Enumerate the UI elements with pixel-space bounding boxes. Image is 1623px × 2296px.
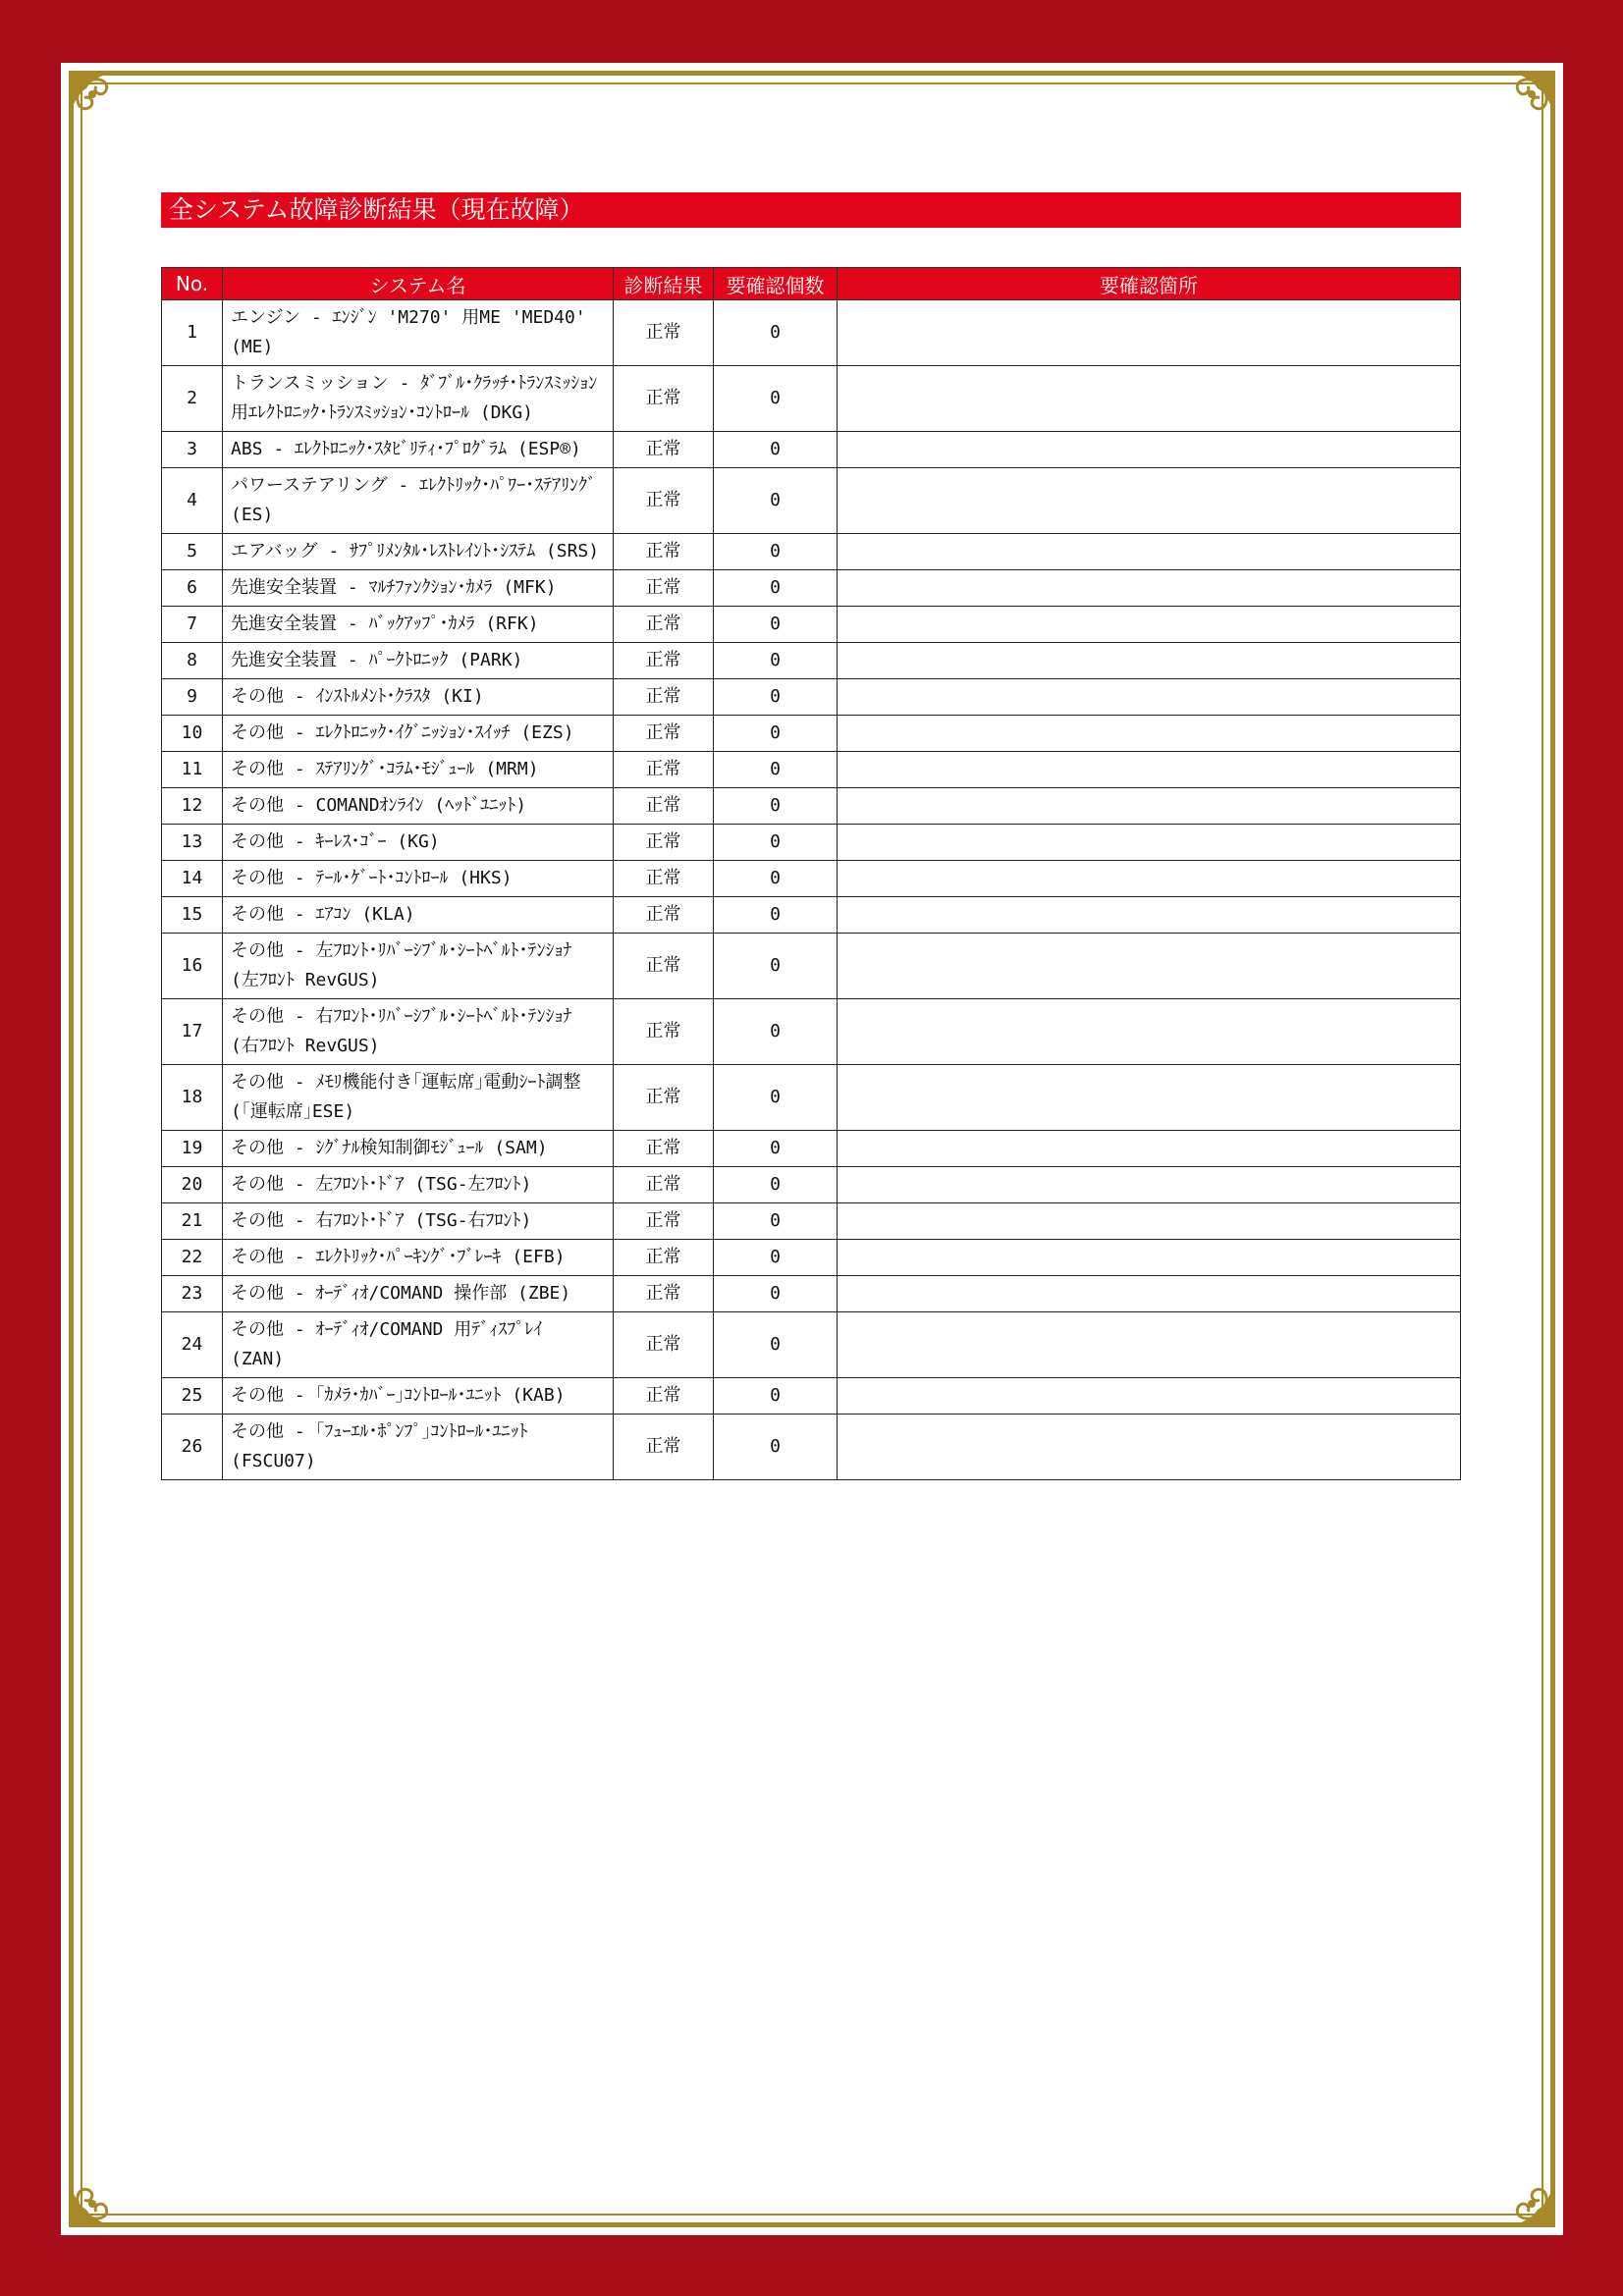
header-result: 診断結果 xyxy=(614,268,714,300)
table-row xyxy=(162,1131,1461,1167)
row-no: 15 xyxy=(162,897,223,934)
row-result: 正常 xyxy=(614,788,714,825)
table-row xyxy=(162,643,1461,679)
row-location xyxy=(838,825,1461,861)
row-count: 0 xyxy=(714,300,838,366)
row-location xyxy=(838,1131,1461,1167)
row-result: 正常 xyxy=(614,716,714,752)
row-count: 0 xyxy=(714,468,838,534)
row-system-name: ABS - ｴﾚｸﾄﾛﾆｯｸ･ｽﾀﾋﾞﾘﾃｨ･ﾌﾟﾛｸﾞﾗﾑ (ESP®) xyxy=(223,432,614,468)
row-count: 0 xyxy=(714,643,838,679)
row-location xyxy=(838,570,1461,607)
row-system-name: その他 - ｢ｶﾒﾗ･ｶﾊﾞｰ｣ｺﾝﾄﾛｰﾙ･ﾕﾆｯﾄ (KAB) xyxy=(223,1378,614,1415)
row-result: 正常 xyxy=(614,825,714,861)
row-result: 正常 xyxy=(614,934,714,999)
row-result: 正常 xyxy=(614,643,714,679)
row-result: 正常 xyxy=(614,1240,714,1276)
row-location xyxy=(838,300,1461,366)
row-location xyxy=(838,1276,1461,1312)
row-no: 11 xyxy=(162,752,223,788)
row-count: 0 xyxy=(714,432,838,468)
row-count: 0 xyxy=(714,825,838,861)
row-count: 0 xyxy=(714,570,838,607)
row-system-name: その他 - ｵｰﾃﾞｨｵ/COMAND 操作部 (ZBE) xyxy=(223,1276,614,1312)
row-count: 0 xyxy=(714,1276,838,1312)
header-system-name: システム名 xyxy=(223,268,614,300)
row-no: 2 xyxy=(162,366,223,432)
table-row xyxy=(162,607,1461,643)
row-system-name: 先進安全装置 - ﾏﾙﾁﾌｧﾝｸｼｮﾝ･ｶﾒﾗ (MFK) xyxy=(223,570,614,607)
row-result: 正常 xyxy=(614,1131,714,1167)
row-no: 21 xyxy=(162,1203,223,1240)
row-location xyxy=(838,679,1461,716)
row-location xyxy=(838,752,1461,788)
row-no: 6 xyxy=(162,570,223,607)
row-location xyxy=(838,534,1461,570)
table-row xyxy=(162,1065,1461,1131)
row-location xyxy=(838,861,1461,897)
row-count: 0 xyxy=(714,1312,838,1378)
row-location xyxy=(838,716,1461,752)
corner-ornament-icon xyxy=(63,2149,147,2233)
row-system-name: その他 - ｲﾝｽﾄﾙﾒﾝﾄ･ｸﾗｽﾀ (KI) xyxy=(223,679,614,716)
row-result: 正常 xyxy=(614,752,714,788)
row-location xyxy=(838,1312,1461,1378)
table-row xyxy=(162,1203,1461,1240)
table-row xyxy=(162,999,1461,1065)
row-location xyxy=(838,432,1461,468)
row-no: 9 xyxy=(162,679,223,716)
row-count: 0 xyxy=(714,861,838,897)
row-count: 0 xyxy=(714,1203,838,1240)
table-row xyxy=(162,897,1461,934)
row-system-name: その他 - ｢ﾌｭｰｴﾙ･ﾎﾟﾝﾌﾟ｣ｺﾝﾄﾛｰﾙ･ﾕﾆｯﾄ (FSCU07) xyxy=(223,1415,614,1480)
row-count: 0 xyxy=(714,1131,838,1167)
row-count: 0 xyxy=(714,788,838,825)
row-count: 0 xyxy=(714,607,838,643)
row-system-name: その他 - 左ﾌﾛﾝﾄ･ﾄﾞｱ (TSG-左ﾌﾛﾝﾄ) xyxy=(223,1167,614,1203)
table-row xyxy=(162,716,1461,752)
row-system-name: トランスミッション - ﾀﾞﾌﾞﾙ･ｸﾗｯﾁ･ﾄﾗﾝｽﾐｯｼｮﾝ用ｴﾚｸﾄﾛﾆｯｸ･ﾄﾗﾝｽﾐｯｼｮﾝ･ｺﾝﾄﾛｰﾙ (DKG) xyxy=(223,366,614,432)
row-no: 24 xyxy=(162,1312,223,1378)
header-location: 要確認箇所 xyxy=(838,268,1461,300)
row-location xyxy=(838,897,1461,934)
row-result: 正常 xyxy=(614,1203,714,1240)
row-result: 正常 xyxy=(614,366,714,432)
row-no: 20 xyxy=(162,1167,223,1203)
row-result: 正常 xyxy=(614,1312,714,1378)
row-system-name: 先進安全装置 - ﾊﾞｯｸｱｯﾌﾟ･ｶﾒﾗ (RFK) xyxy=(223,607,614,643)
row-result: 正常 xyxy=(614,897,714,934)
row-result: 正常 xyxy=(614,679,714,716)
table-row xyxy=(162,752,1461,788)
corner-ornament-icon xyxy=(1477,2149,1561,2233)
table-row xyxy=(162,300,1461,366)
row-system-name: その他 - ｼｸﾞﾅﾙ検知制御ﾓｼﾞｭｰﾙ (SAM) xyxy=(223,1131,614,1167)
row-system-name: その他 - ﾃｰﾙ･ｹﾞｰﾄ･ｺﾝﾄﾛｰﾙ (HKS) xyxy=(223,861,614,897)
row-no: 13 xyxy=(162,825,223,861)
row-no: 1 xyxy=(162,300,223,366)
row-no: 22 xyxy=(162,1240,223,1276)
row-location xyxy=(838,607,1461,643)
row-system-name: 先進安全装置 - ﾊﾟｰｸﾄﾛﾆｯｸ (PARK) xyxy=(223,643,614,679)
table-row xyxy=(162,432,1461,468)
row-result: 正常 xyxy=(614,570,714,607)
report-title: 全システム故障診断結果（現在故障） xyxy=(161,192,1461,228)
table-row xyxy=(162,468,1461,534)
row-location xyxy=(838,788,1461,825)
row-no: 12 xyxy=(162,788,223,825)
row-location xyxy=(838,1378,1461,1415)
row-result: 正常 xyxy=(614,1167,714,1203)
row-system-name: その他 - ｴﾚｸﾄﾛﾆｯｸ･ｲｸﾞﾆｯｼｮﾝ･ｽｲｯﾁ (EZS) xyxy=(223,716,614,752)
row-location xyxy=(838,1065,1461,1131)
diagnosis-table xyxy=(161,267,1461,1480)
row-no: 26 xyxy=(162,1415,223,1480)
table-header-row xyxy=(162,268,1461,300)
row-result: 正常 xyxy=(614,861,714,897)
table-row xyxy=(162,1378,1461,1415)
row-count: 0 xyxy=(714,1378,838,1415)
table-row xyxy=(162,1276,1461,1312)
row-no: 4 xyxy=(162,468,223,534)
row-count: 0 xyxy=(714,1415,838,1480)
table-row xyxy=(162,366,1461,432)
table-row xyxy=(162,679,1461,716)
row-no: 7 xyxy=(162,607,223,643)
row-no: 18 xyxy=(162,1065,223,1131)
row-location xyxy=(838,366,1461,432)
row-result: 正常 xyxy=(614,1276,714,1312)
corner-ornament-icon xyxy=(63,65,147,149)
row-no: 16 xyxy=(162,934,223,999)
row-system-name: その他 - ｷｰﾚｽ･ｺﾞｰ (KG) xyxy=(223,825,614,861)
row-no: 8 xyxy=(162,643,223,679)
row-system-name: エアバッグ - ｻﾌﾟﾘﾒﾝﾀﾙ･ﾚｽﾄﾚｲﾝﾄ･ｼｽﾃﾑ (SRS) xyxy=(223,534,614,570)
table-row xyxy=(162,570,1461,607)
row-system-name: その他 - ｽﾃｱﾘﾝｸﾞ･ｺﾗﾑ･ﾓｼﾞｭｰﾙ (MRM) xyxy=(223,752,614,788)
row-system-name: その他 - 右ﾌﾛﾝﾄ･ﾄﾞｱ (TSG-右ﾌﾛﾝﾄ) xyxy=(223,1203,614,1240)
header-count: 要確認個数 xyxy=(714,268,838,300)
table-row xyxy=(162,1415,1461,1480)
row-result: 正常 xyxy=(614,1065,714,1131)
row-location xyxy=(838,1415,1461,1480)
row-count: 0 xyxy=(714,1167,838,1203)
row-system-name: その他 - 右ﾌﾛﾝﾄ･ﾘﾊﾞｰｼﾌﾞﾙ･ｼｰﾄﾍﾞﾙﾄ･ﾃﾝｼｮﾅ (右ﾌﾛﾝﾄ RevGUS) xyxy=(223,999,614,1065)
row-system-name: その他 - COMANDｵﾝﾗｲﾝ (ﾍｯﾄﾞﾕﾆｯﾄ) xyxy=(223,788,614,825)
row-count: 0 xyxy=(714,1065,838,1131)
row-no: 19 xyxy=(162,1131,223,1167)
row-count: 0 xyxy=(714,366,838,432)
row-system-name: その他 - ﾒﾓﾘ機能付き｢運転席｣電動ｼｰﾄ調整 (｢運転席｣ESE) xyxy=(223,1065,614,1131)
header-no: No. xyxy=(162,268,223,300)
row-no: 17 xyxy=(162,999,223,1065)
row-count: 0 xyxy=(714,752,838,788)
row-count: 0 xyxy=(714,999,838,1065)
table-row xyxy=(162,825,1461,861)
table-row xyxy=(162,788,1461,825)
row-result: 正常 xyxy=(614,1378,714,1415)
row-location xyxy=(838,643,1461,679)
corner-ornament-icon xyxy=(1477,65,1561,149)
row-result: 正常 xyxy=(614,534,714,570)
row-no: 5 xyxy=(162,534,223,570)
row-system-name: その他 - ｵｰﾃﾞｨｵ/COMAND 用ﾃﾞｨｽﾌﾟﾚｲ (ZAN) xyxy=(223,1312,614,1378)
row-system-name: その他 - 左ﾌﾛﾝﾄ･ﾘﾊﾞｰｼﾌﾞﾙ･ｼｰﾄﾍﾞﾙﾄ･ﾃﾝｼｮﾅ (左ﾌﾛﾝﾄ RevGUS) xyxy=(223,934,614,999)
row-count: 0 xyxy=(714,934,838,999)
row-count: 0 xyxy=(714,897,838,934)
table-row xyxy=(162,1240,1461,1276)
table-row xyxy=(162,934,1461,999)
row-result: 正常 xyxy=(614,432,714,468)
row-location xyxy=(838,999,1461,1065)
row-result: 正常 xyxy=(614,300,714,366)
row-system-name: その他 - ｴﾚｸﾄﾘｯｸ･ﾊﾟｰｷﾝｸﾞ･ﾌﾞﾚｰｷ (EFB) xyxy=(223,1240,614,1276)
row-location xyxy=(838,468,1461,534)
row-result: 正常 xyxy=(614,1415,714,1480)
row-result: 正常 xyxy=(614,999,714,1065)
row-count: 0 xyxy=(714,534,838,570)
row-location xyxy=(838,1167,1461,1203)
row-no: 10 xyxy=(162,716,223,752)
row-count: 0 xyxy=(714,716,838,752)
row-location xyxy=(838,1203,1461,1240)
row-no: 23 xyxy=(162,1276,223,1312)
table-row xyxy=(162,1312,1461,1378)
table-body xyxy=(162,300,1461,1480)
table-row xyxy=(162,1167,1461,1203)
row-result: 正常 xyxy=(614,607,714,643)
row-no: 25 xyxy=(162,1378,223,1415)
row-location xyxy=(838,934,1461,999)
row-result: 正常 xyxy=(614,468,714,534)
table-row xyxy=(162,861,1461,897)
row-system-name: エンジン - ｴﾝｼﾞﾝ 'M270' 用ME 'MED40' (ME) xyxy=(223,300,614,366)
row-count: 0 xyxy=(714,679,838,716)
row-count: 0 xyxy=(714,1240,838,1276)
table-row xyxy=(162,534,1461,570)
row-location xyxy=(838,1240,1461,1276)
row-system-name: その他 - ｴｱｺﾝ (KLA) xyxy=(223,897,614,934)
row-no: 14 xyxy=(162,861,223,897)
row-system-name: パワーステアリング - ｴﾚｸﾄﾘｯｸ･ﾊﾟﾜｰ･ｽﾃｱﾘﾝｸﾞ (ES) xyxy=(223,468,614,534)
row-no: 3 xyxy=(162,432,223,468)
